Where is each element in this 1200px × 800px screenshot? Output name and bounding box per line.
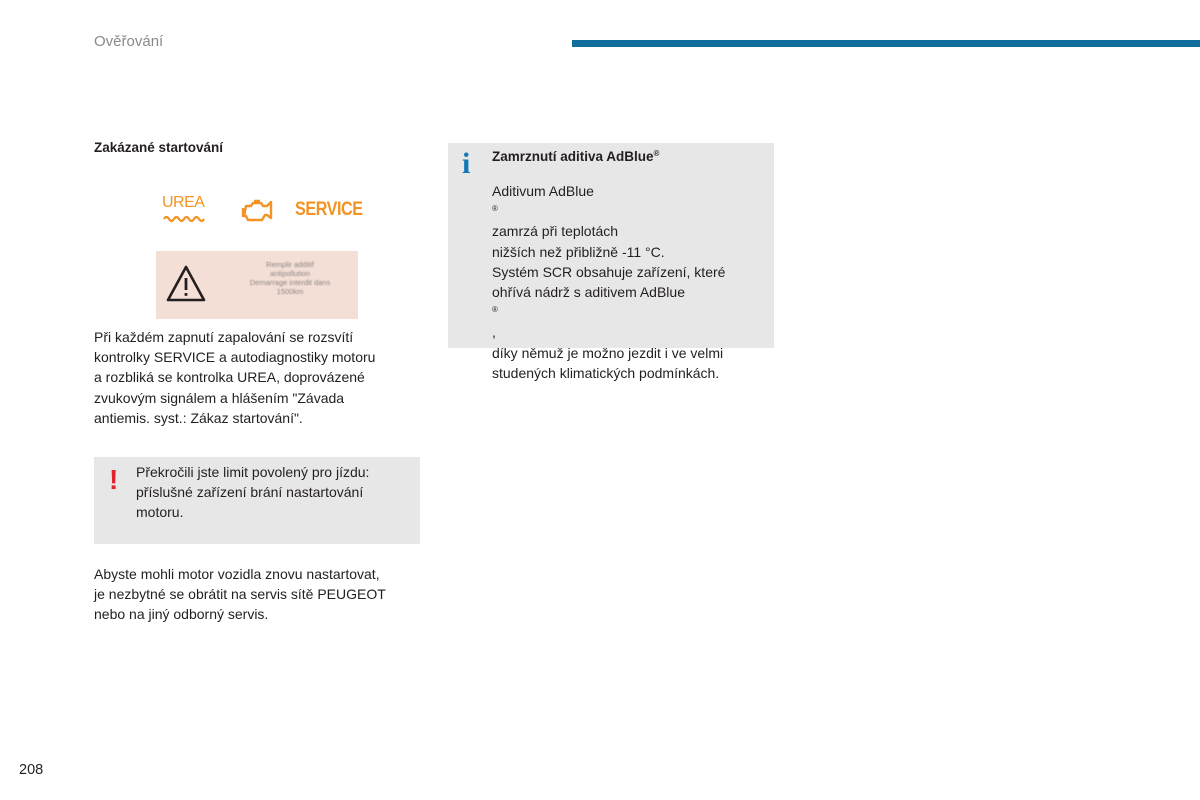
paragraph-line: nebo na jiný odborný servis. [94,606,269,623]
warning-triangle-icon [165,264,207,304]
display-message-line: antipollution [269,269,311,278]
registered-mark: ® [492,305,498,315]
warning-box [94,457,420,544]
warning-line: motoru. [136,504,184,521]
instrument-display-message [156,251,358,319]
paragraph-line: antiemis. syst.: Zákaz startování". [94,409,303,426]
paragraph-line: je nezbytné se obrátit na servis sítě PEUGEOT [94,586,386,603]
chapter-title: Ověřování [94,33,164,50]
warning-line: Překročili jste limit povolený pro jízdu: [136,464,370,480]
info-line: díky němuž je možno jezdit i ve velmi [492,344,724,361]
info-title [492,149,659,164]
startup-description-paragraph [94,327,424,428]
display-message-text [230,260,350,296]
info-box [448,143,774,381]
paragraph-line: Při každém zapnutí zapalování se rozsvítí [94,329,354,345]
urea-indicator-icon [162,195,208,225]
urea-label: UREA [162,194,205,211]
info-title-text: Zamrznutí aditiva AdBlue [492,149,654,164]
paragraph-line: kontrolky SERVICE a autodiagnostiky motoru [94,349,376,366]
service-advice-paragraph [94,564,424,625]
info-line: ohřívá nádrž s aditivem AdBlue ® , [492,284,685,341]
info-line: nižších než přibližně -11 °C. [492,243,665,260]
info-line: Aditivum AdBlue ® zamrzá při teplotách [492,183,619,240]
header-accent-bar [572,40,1200,47]
display-message-line: Demarrage interdit dans [249,278,331,287]
paragraph-line: zvukovým signálem a hlášením "Závada [94,389,345,406]
page-number: 208 [19,762,44,778]
info-line: Systém SCR obsahuje zařízení, které [492,263,726,280]
info-icon: i [462,147,471,180]
engine-check-icon [238,196,278,226]
urea-wave-icon [162,212,208,224]
paragraph-line: a rozbliká se kontrolka UREA, doprovázené [94,369,365,386]
paragraph-line: Abyste mohli motor vozidla znovu nastartovat, [94,566,380,582]
registered-mark: ® [492,204,498,214]
section-title: Zakázané startování [94,140,224,155]
registered-mark: ® [653,149,660,158]
warning-line: příslušné zařízení brání nastartování [136,484,364,501]
info-line: studených klimatických podmínkách. [492,364,720,381]
info-text [492,181,772,383]
exclamation-icon: ! [109,464,119,495]
service-label: SERVICE [295,199,363,220]
display-message-line: Remplir additif [266,260,314,269]
warning-text [136,462,416,523]
indicator-lights [162,193,362,227]
display-message-line: 1500km [276,287,304,296]
